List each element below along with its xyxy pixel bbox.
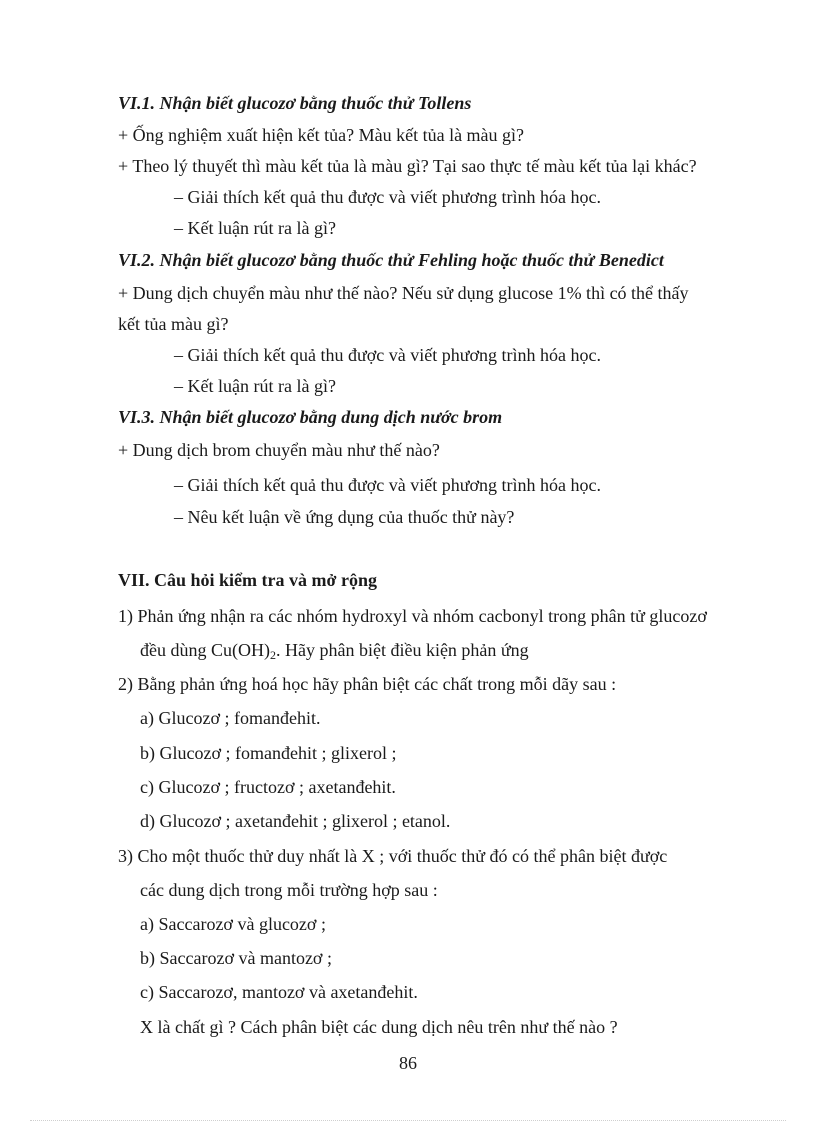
vii-question-3a: a) Saccarozơ và glucozơ ; <box>140 914 326 934</box>
vii-question-3-line2: các dung dịch trong mỗi trường hợp sau : <box>140 880 438 900</box>
page-number: 86 <box>399 1053 417 1073</box>
vii-question-1-line2 <box>140 639 529 666</box>
formula-text: đều dùng Cu(OH) <box>140 640 270 660</box>
vi3-question-1: + Dung dịch brom chuyển màu như thế nào? <box>118 440 440 460</box>
vii-question-2d: d) Glucozơ ; axetanđehit ; glixerol ; etanol. <box>140 811 451 831</box>
formula-subscript: 2 <box>269 648 276 662</box>
vii-question-2: 2) Bằng phản ứng hoá học hãy phân biệt các chất trong mỗi dãy sau : <box>118 674 617 694</box>
vi3-dash-2: – Nêu kết luận về ứng dụng của thuốc thử này? <box>174 507 515 527</box>
vi2-question-1-line1: + Dung dịch chuyển màu như thế nào? Nếu sử dụng glucose 1% thì có thể thấy <box>118 283 689 303</box>
section-heading-vi3: VI.3. Nhận biết glucozơ bằng dung dịch nước brom <box>118 407 503 427</box>
vii-question-2a: a) Glucozơ ; fomanđehit. <box>140 708 321 728</box>
vi1-question-1: + Ống nghiệm xuất hiện kết tủa? Màu kết tủa là màu gì? <box>118 125 525 145</box>
section-heading-vi1: VI.1. Nhận biết glucozơ bằng thuốc thử Tollens <box>118 93 472 113</box>
vii-question-3-line1: 3) Cho một thuốc thử duy nhất là X ; với thuốc thử đó có thể phân biệt được <box>118 846 668 866</box>
footer-divider <box>30 1120 786 1121</box>
vii-question-2c: c) Glucozơ ; fructozơ ; axetanđehit. <box>140 777 396 797</box>
section-heading-vii: VII. Câu hỏi kiểm tra và mở rộng <box>118 570 377 590</box>
vii-question-2b: b) Glucozơ ; fomanđehit ; glixerol ; <box>140 743 397 763</box>
vi2-question-1-line2: kết tủa màu gì? <box>118 314 229 334</box>
vi1-question-2: + Theo lý thuyết thì màu kết tủa là màu gì? Tại sao thực tế màu kết tủa lại khác? <box>118 156 697 176</box>
vii-question-3-closing: X là chất gì ? Cách phân biệt các dung dịch nêu trên như thế nào ? <box>140 1017 618 1037</box>
vi1-dash-2: – Kết luận rút ra là gì? <box>174 218 336 238</box>
vi1-dash-1: – Giải thích kết quả thu được và viết phương trình hóa học. <box>174 187 601 207</box>
vi2-dash-2: – Kết luận rút ra là gì? <box>174 376 336 396</box>
vi3-dash-1: – Giải thích kết quả thu được và viết phương trình hóa học. <box>174 475 601 495</box>
vii-question-3b: b) Saccarozơ và mantozơ ; <box>140 948 332 968</box>
formula-rest: . Hãy phân biệt điều kiện phản ứng <box>275 640 529 660</box>
vii-question-1-line1: 1) Phản ứng nhận ra các nhóm hydroxyl và nhóm cacbonyl trong phân tử glucozơ <box>118 606 707 626</box>
vi2-dash-1: – Giải thích kết quả thu được và viết phương trình hóa học. <box>174 345 601 365</box>
vii-question-3c: c) Saccarozơ, mantozơ và axetanđehit. <box>140 982 418 1002</box>
section-heading-vi2: VI.2. Nhận biết glucozơ bằng thuốc thử Fehling hoặc thuốc thử Benedict <box>118 250 664 270</box>
